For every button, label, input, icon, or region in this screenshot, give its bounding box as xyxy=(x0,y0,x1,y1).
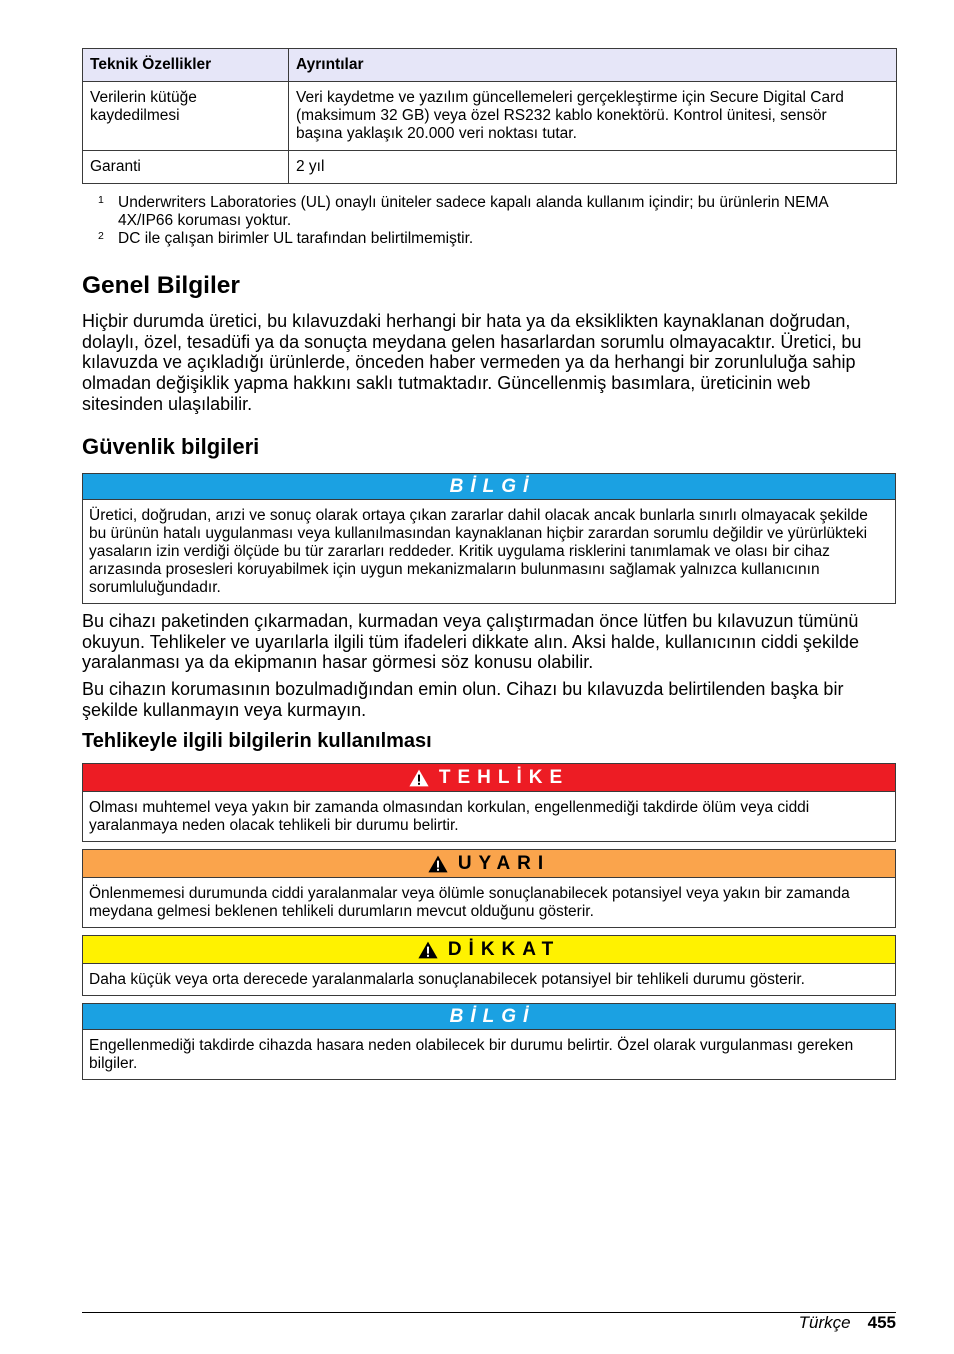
warning-text: Önlenmemesi durumunda ciddi yaralanmalar veya ölümle sonuçlanabilecek potansiyel veya yakın bir zamanda meydana gelmesi beklenen tehlikeli durumların mevcut olduğunu gösterir. xyxy=(89,885,850,920)
table-header-specification: Teknik Özellikler xyxy=(83,49,289,82)
specifications-table-container xyxy=(82,48,896,184)
table-header-details: Ayrıntılar xyxy=(289,49,897,82)
danger-text: Olması muhtemel veya yakın bir zamanda olmasından korkulan, engellenmediği takdirde ölüm veya ciddi yaralanmaya neden olacak tehlikeli bir durumu belirtir. xyxy=(89,799,810,834)
warning-box xyxy=(82,849,896,928)
warning-triangle-icon xyxy=(428,855,448,873)
footnote xyxy=(82,230,896,248)
page-number: 455 xyxy=(867,1313,896,1332)
notice-box xyxy=(82,1003,896,1080)
danger-header xyxy=(83,764,895,792)
warning-header xyxy=(83,850,895,878)
footer-language: Türkçe xyxy=(798,1313,851,1332)
notice-text: Engellenmediği takdirde cihazda hasara neden olabilecek bir durumu belirtir. Özel olarak vurgulanması gereken bilgiler. xyxy=(89,1037,854,1072)
notice-text: Üretici, doğrudan, arızi ve sonuç olarak ortaya çıkan zararlar dahil olacak ancak bunlarla sınırlı olmayacak şekilde bu ürünün hatalı uygulanması veya kullanılmasından kaynaklanan hiçbir zarardan sorumlu değildir ve yürürlükteki yasaların izin verdiği ölçüde bu tür zararları reddeder. Kritik uygulama risklerini tanımlamak ve olası bir cihaz arızasında prosesleri koruyabilmek için uygun mekanizmaların bulunmasını sağlamak yalnızca kullanıcının sorumluluğundadır. xyxy=(89,507,868,596)
footnote xyxy=(82,194,896,230)
notice-label: BİLGİ xyxy=(449,1006,536,1027)
table-header-row xyxy=(83,49,897,82)
table-cell-details: Veri kaydetme ve yazılım güncellemeleri gerçekleştirme için Secure Digital Card (maksimum 32 GB) veya özel RS232 kablo konektörü. Kontrol ünitesi, sensör başına yaklaşık 20.000 veri noktası tutar. xyxy=(289,82,897,151)
section-title-general: Genel Bilgiler xyxy=(82,272,240,299)
caution-label: DİKKAT xyxy=(447,939,561,960)
footnote-text: Underwriters Laboratories (UL) onaylı üniteler sadece kapalı alanda kullanım içindir; bu ürünlerin NEMA 4X/IP66 koruması yoktur. xyxy=(118,194,828,229)
table-cell-specification: Garanti xyxy=(83,151,289,184)
footnotes xyxy=(82,194,896,248)
danger-label: TEHLİKE xyxy=(438,767,570,788)
footnote-mark: 2 xyxy=(98,230,104,242)
table-cell-specification: Verilerin kütüğe kaydedilmesi xyxy=(83,82,289,151)
warning-label: UYARI xyxy=(457,853,551,874)
specifications-table xyxy=(82,48,897,184)
danger-box xyxy=(82,763,896,842)
notice-header xyxy=(83,474,895,500)
safety-paragraph: Bu cihazın korumasının bozulmadığından emin olun. Cihazı bu kılavuzda belirtilenden başka bir şekilde kullanmayın veya kurmayın. xyxy=(82,679,844,720)
general-paragraph: Hiçbir durumda üretici, bu kılavuzdaki herhangi bir hata ya da eksiklikten kaynaklanan doğrudan, dolaylı, özel, tesadüfi ya da sonuçta meydana gelen hasarlardan sorumlu olmayacaktır. Üretici, bu kılavuzda ve açıkladığı ürünlerde, önceden haber vermeden ya da herhangi bir zorunluluğa sahip olmadan değişiklik yapma hakkını saklı tutmaktadır. Güncellenmiş basımlara, üreticinin web sitesinden ulaşılabilir. xyxy=(82,311,862,414)
caution-header xyxy=(83,936,895,964)
safety-paragraph: Bu cihazı paketinden çıkarmadan, kurmadan veya çalıştırmadan önce lütfen bu kılavuzun tümünü okuyun. Tehlikeler ve uyarılarla ilgili tüm ifadeleri dikkate alın. Aksi halde, kullanıcının ciddi şekilde yaralanması ya da ekipmanın hasar görmesi söz konusu olabilir. xyxy=(82,611,860,673)
caution-text: Daha küçük veya orta derecede yaralanmalarla sonuçlanabilecek potansiyel bir tehlikeli durumu gösterir. xyxy=(89,971,805,988)
caution-box xyxy=(82,935,896,996)
section-title-hazard-info: Tehlikeyle ilgili bilgilerin kullanılması xyxy=(82,730,432,752)
page-footer xyxy=(82,1313,896,1333)
notice-label: BİLGİ xyxy=(449,476,536,497)
warning-triangle-icon xyxy=(418,941,438,959)
footnote-mark: 1 xyxy=(98,194,104,206)
warning-triangle-icon xyxy=(409,769,429,787)
table-cell-details: 2 yıl xyxy=(289,151,897,184)
table-row xyxy=(83,82,897,151)
notice-box xyxy=(82,473,896,604)
footnote-text: DC ile çalışan birimler UL tarafından belirtilmemiştir. xyxy=(118,230,474,247)
section-title-safety: Güvenlik bilgileri xyxy=(82,434,260,459)
notice-header xyxy=(83,1004,895,1030)
table-row xyxy=(83,151,897,184)
